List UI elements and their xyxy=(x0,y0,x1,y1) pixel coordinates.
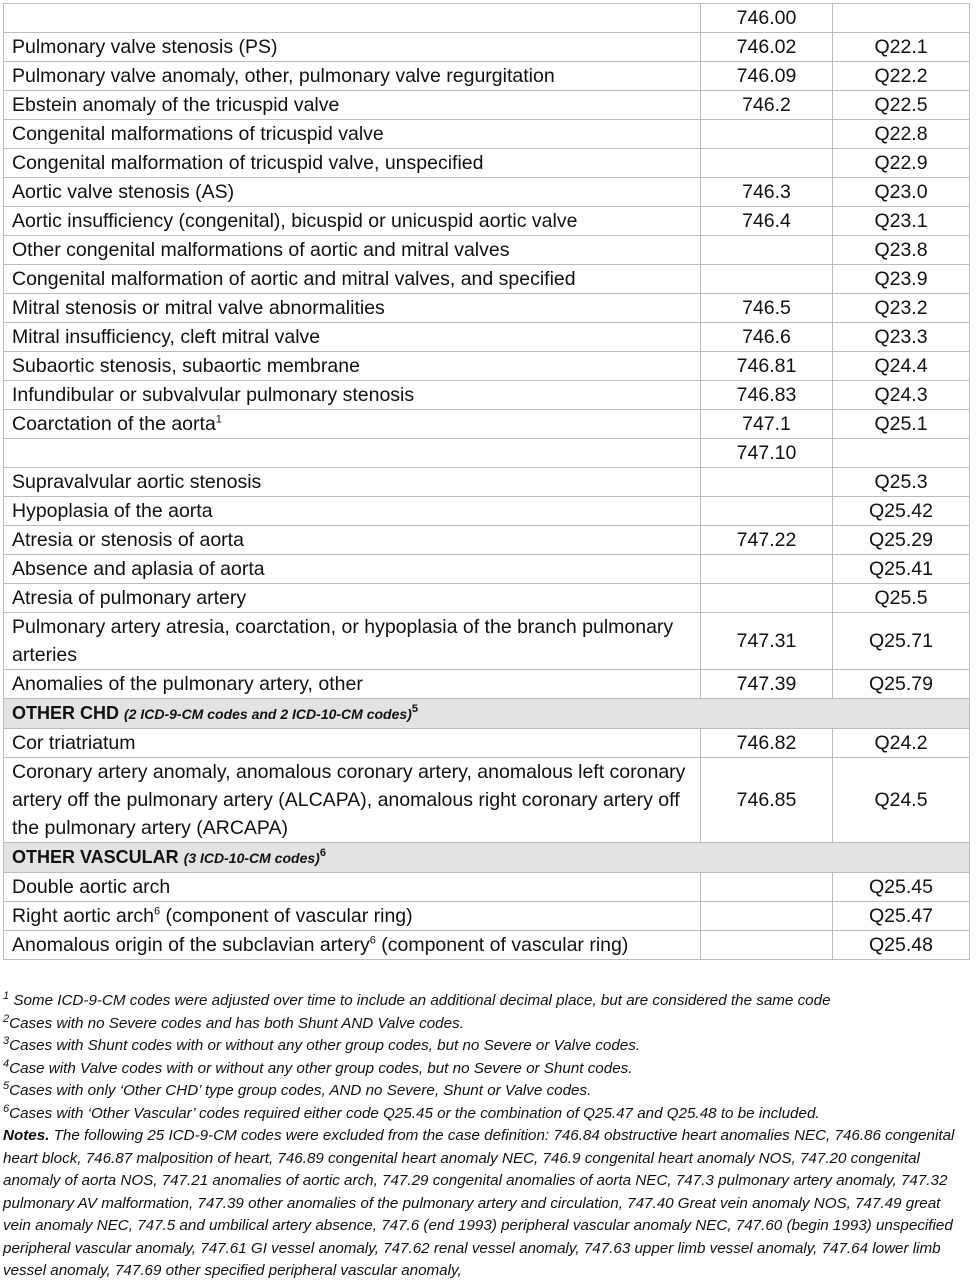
condition-label: Absence and aplasia of aorta xyxy=(12,558,265,580)
footnote xyxy=(3,1103,969,1126)
condition-label-suffix: (component of vascular ring) xyxy=(375,934,629,956)
footnote xyxy=(3,1080,969,1103)
icd9-code-cell xyxy=(701,497,833,526)
icd10-code-cell: Q22.8 xyxy=(833,120,970,149)
table-row xyxy=(4,120,970,149)
icd9-code-cell: 746.5 xyxy=(701,294,833,323)
icd10-code-cell: Q25.42 xyxy=(833,497,970,526)
table-row xyxy=(4,931,970,960)
condition-label: Mitral insufficiency, cleft mitral valve xyxy=(12,326,321,348)
table-row xyxy=(4,468,970,497)
icd10-code-cell: Q24.5 xyxy=(833,758,970,843)
footnote-number: 1 xyxy=(3,989,10,1002)
condition-label: Hypoplasia of the aorta xyxy=(12,500,213,522)
table-row xyxy=(4,323,970,352)
footnote-text: Case with Valve codes with or without any other group codes, but no Severe or Shunt codes. xyxy=(9,1059,633,1077)
condition-label: Infundibular or subvalvular pulmonary stenosis xyxy=(12,384,415,406)
condition-cell xyxy=(4,323,701,352)
condition-label: Coronary artery anomaly, anomalous coronary artery, anomalous left coronary artery off the pulmonary artery (ALCAPA), anomalous right coronary artery off the pulmonary artery (ARCAPA) xyxy=(12,761,686,839)
condition-cell xyxy=(4,729,701,758)
icd10-code-cell: Q22.5 xyxy=(833,91,970,120)
condition-label: Anomalous origin of the subclavian artery xyxy=(12,934,370,956)
condition-label: Supravalvular aortic stenosis xyxy=(12,471,262,493)
condition-cell xyxy=(4,91,701,120)
icd9-code-cell: 747.31 xyxy=(701,613,833,670)
condition-cell xyxy=(4,670,701,699)
footnote-text: Cases with only ‘Other CHD’ type group codes, AND no Severe, Shunt or Valve codes. xyxy=(9,1082,592,1099)
footnote-ref: 6 xyxy=(153,905,161,918)
icd9-code-cell xyxy=(701,555,833,584)
table-row xyxy=(4,873,970,902)
condition-label: Atresia or stenosis of aorta xyxy=(12,529,244,551)
icd10-code-cell: Q25.41 xyxy=(833,555,970,584)
condition-cell xyxy=(4,931,701,960)
footnote xyxy=(3,990,969,1013)
icd10-code-cell: Q23.8 xyxy=(833,236,970,265)
icd9-code-cell: 746.4 xyxy=(701,207,833,236)
condition-cell xyxy=(4,758,701,843)
icd10-code-cell: Q25.79 xyxy=(833,670,970,699)
condition-label: Pulmonary artery atresia, coarctation, or hypoplasia of the branch pulmonary arteries xyxy=(12,616,674,666)
table-row xyxy=(4,236,970,265)
notes-paragraph xyxy=(3,1125,969,1283)
table-row xyxy=(4,91,970,120)
condition-label: Pulmonary valve anomaly, other, pulmonary valve regurgitation xyxy=(12,65,555,87)
table-row xyxy=(4,497,970,526)
condition-label-suffix: (component of vascular ring) xyxy=(160,905,413,927)
icd10-code-cell: Q25.48 xyxy=(833,931,970,960)
condition-cell xyxy=(4,33,701,62)
condition-label: Right aortic arch xyxy=(12,905,154,927)
icd10-code-cell: Q23.0 xyxy=(833,178,970,207)
icd10-code-cell: Q24.3 xyxy=(833,381,970,410)
footnotes xyxy=(3,990,969,1283)
footnote-ref: 5 xyxy=(411,703,418,715)
condition-cell xyxy=(4,526,701,555)
footnote-number: 5 xyxy=(3,1079,10,1092)
table-row xyxy=(4,555,970,584)
footnote-text: Cases with no Severe codes and has both Shunt AND Valve codes. xyxy=(9,1014,464,1032)
icd9-code-cell: 746.2 xyxy=(701,91,833,120)
footnote-number: 6 xyxy=(3,1102,10,1115)
footnote-number: 2 xyxy=(3,1012,10,1025)
condition-label: Aortic valve stenosis (AS) xyxy=(12,181,235,203)
condition-cell xyxy=(4,873,701,902)
footnote xyxy=(3,1013,969,1036)
condition-label: Atresia of pulmonary artery xyxy=(12,587,247,609)
icd10-code-cell: Q23.3 xyxy=(833,323,970,352)
footnote-number: 3 xyxy=(3,1034,10,1047)
icd10-code-cell: Q23.2 xyxy=(833,294,970,323)
icd9-code-cell xyxy=(701,120,833,149)
condition-cell xyxy=(4,497,701,526)
table-row xyxy=(4,381,970,410)
table-row xyxy=(4,4,970,33)
condition-cell xyxy=(4,613,701,670)
condition-cell xyxy=(4,381,701,410)
icd9-code-cell: 746.02 xyxy=(701,33,833,62)
footnote-ref: 6 xyxy=(319,847,326,859)
condition-label: Pulmonary valve stenosis (PS) xyxy=(12,36,278,58)
condition-label: Coarctation of the aorta xyxy=(12,413,216,435)
section-header xyxy=(4,699,970,729)
condition-label: Subaortic stenosis, subaortic membrane xyxy=(12,355,360,377)
notes-label: Notes. xyxy=(3,1127,50,1144)
table-row xyxy=(4,670,970,699)
condition-cell xyxy=(4,352,701,381)
icd10-code-cell: Q22.1 xyxy=(833,33,970,62)
condition-label: Ebstein anomaly of the tricuspid valve xyxy=(12,94,340,116)
table-row xyxy=(4,584,970,613)
icd10-code-cell xyxy=(833,439,970,468)
footnote-ref: 6 xyxy=(369,934,376,947)
icd10-code-cell xyxy=(833,4,970,33)
table-row xyxy=(4,410,970,439)
condition-cell xyxy=(4,468,701,497)
icd10-code-cell: Q23.1 xyxy=(833,207,970,236)
condition-label: Double aortic arch xyxy=(12,876,171,898)
table-row xyxy=(4,62,970,91)
section-code-count: (2 ICD-9-CM codes and 2 ICD-10-CM codes) xyxy=(124,706,412,722)
icd10-code-cell: Q25.71 xyxy=(833,613,970,670)
table-row xyxy=(4,294,970,323)
icd9-code-cell xyxy=(701,236,833,265)
notes-text: The following 25 ICD-9-CM codes were excluded from the case definition: 746.84 obstructive heart anomalies NEC, 746.86 congenital heart block, 746.87 malposition of heart, 746.89 congenital heart anomaly NEC, 746.9 congenital heart anomaly NOS, 747.20 congenital anomaly of aorta NOS, 747.21 anomalies of aortic arch, 747.29 congenital anomalies of aorta NEC, 747.3 pulmonary artery anomaly, 747.32 pulmonary AV malformation, 747.39 other anomalies of the pulmonary artery and circulation, 747.40 Great vein anomaly NOS, 747.49 great vein anomaly NEC, 747.5 and umbilical artery absence, 747.6 (end 1993) peripheral vascular anomaly NEC, 747.60 (begin 1993) unspecified peripheral vascular anomaly, 747.61 GI vessel anomaly, 747.62 renal vessel anomaly, 747.63 upper limb vessel anomaly, 747.64 lower limb vessel anomaly, 747.69 other specified peripheral vascular anomaly, xyxy=(3,1127,955,1279)
condition-cell xyxy=(4,265,701,294)
icd9-code-cell: 747.1 xyxy=(701,410,833,439)
footnote xyxy=(3,1058,969,1081)
section-title: OTHER CHD xyxy=(12,703,119,723)
condition-cell xyxy=(4,4,701,33)
table-row xyxy=(4,758,970,843)
icd10-code-cell: Q25.5 xyxy=(833,584,970,613)
icd9-code-cell: 746.83 xyxy=(701,381,833,410)
icd9-code-cell xyxy=(701,468,833,497)
icd9-code-cell: 747.22 xyxy=(701,526,833,555)
icd9-code-cell: 746.85 xyxy=(701,758,833,843)
icd9-code-cell: 746.00 xyxy=(701,4,833,33)
icd9-code-cell: 747.39 xyxy=(701,670,833,699)
condition-cell xyxy=(4,149,701,178)
condition-cell xyxy=(4,410,701,439)
condition-label: Aortic insufficiency (congenital), bicuspid or unicuspid aortic valve xyxy=(12,210,578,232)
icd-code-table xyxy=(3,3,970,960)
footnote-ref: 1 xyxy=(215,413,222,426)
table-row xyxy=(4,729,970,758)
icd9-code-cell xyxy=(701,265,833,294)
condition-label: Anomalies of the pulmonary artery, other xyxy=(12,673,363,695)
section-header-row xyxy=(4,843,970,873)
condition-cell xyxy=(4,555,701,584)
condition-label: Other congenital malformations of aortic and mitral valves xyxy=(12,239,510,261)
icd9-code-cell: 746.82 xyxy=(701,729,833,758)
icd9-code-cell: 746.09 xyxy=(701,62,833,91)
icd10-code-cell: Q22.9 xyxy=(833,149,970,178)
table-row xyxy=(4,149,970,178)
table-row xyxy=(4,526,970,555)
condition-cell xyxy=(4,62,701,91)
footnote-text: Cases with ‘Other Vascular’ codes required either code Q25.45 or the combination of Q25.47 and Q25.48 to be included. xyxy=(9,1104,820,1122)
condition-label: Congenital malformation of aortic and mitral valves, and specified xyxy=(12,268,576,290)
table-row xyxy=(4,207,970,236)
footnote-list xyxy=(3,990,969,1125)
icd10-code-cell: Q25.47 xyxy=(833,902,970,931)
section-title: OTHER VASCULAR xyxy=(12,847,179,867)
icd9-code-cell: 746.6 xyxy=(701,323,833,352)
icd9-code-cell: 747.10 xyxy=(701,439,833,468)
footnote-text: Cases with Shunt codes with or without any other group codes, but no Severe or Valve codes. xyxy=(9,1037,641,1054)
condition-cell xyxy=(4,120,701,149)
table-row xyxy=(4,33,970,62)
table-row xyxy=(4,902,970,931)
condition-cell xyxy=(4,439,701,468)
icd10-code-cell: Q25.45 xyxy=(833,873,970,902)
condition-cell xyxy=(4,207,701,236)
section-code-count: (3 ICD-10-CM codes) xyxy=(183,850,320,866)
icd10-code-cell: Q22.2 xyxy=(833,62,970,91)
icd9-code-cell: 746.3 xyxy=(701,178,833,207)
table-row xyxy=(4,265,970,294)
icd10-code-cell: Q25.3 xyxy=(833,468,970,497)
table-body xyxy=(4,4,970,960)
condition-cell xyxy=(4,236,701,265)
icd9-code-cell xyxy=(701,931,833,960)
icd10-code-cell: Q23.9 xyxy=(833,265,970,294)
condition-cell xyxy=(4,178,701,207)
condition-label: Mitral stenosis or mitral valve abnormalities xyxy=(12,297,385,319)
table-row xyxy=(4,178,970,207)
icd9-code-cell xyxy=(701,584,833,613)
icd10-code-cell: Q24.2 xyxy=(833,729,970,758)
icd10-code-cell: Q25.29 xyxy=(833,526,970,555)
condition-label: Congenital malformation of tricuspid valve, unspecified xyxy=(12,152,484,174)
icd10-code-cell: Q25.1 xyxy=(833,410,970,439)
icd9-code-cell xyxy=(701,902,833,931)
icd9-code-cell xyxy=(701,873,833,902)
footnote xyxy=(3,1035,969,1058)
footnote-text: Some ICD-9-CM codes were adjusted over time to include an additional decimal place, but are considered the same code xyxy=(9,992,831,1009)
condition-cell xyxy=(4,902,701,931)
table-row xyxy=(4,613,970,670)
icd9-code-cell: 746.81 xyxy=(701,352,833,381)
section-header xyxy=(4,843,970,873)
icd10-code-cell: Q24.4 xyxy=(833,352,970,381)
condition-label: Cor triatriatum xyxy=(12,732,136,754)
table-row xyxy=(4,352,970,381)
footnote-number: 4 xyxy=(3,1057,10,1070)
condition-cell xyxy=(4,294,701,323)
condition-cell xyxy=(4,584,701,613)
icd9-code-cell xyxy=(701,149,833,178)
table-row xyxy=(4,439,970,468)
condition-label: Congenital malformations of tricuspid valve xyxy=(12,123,384,145)
section-header-row xyxy=(4,699,970,729)
